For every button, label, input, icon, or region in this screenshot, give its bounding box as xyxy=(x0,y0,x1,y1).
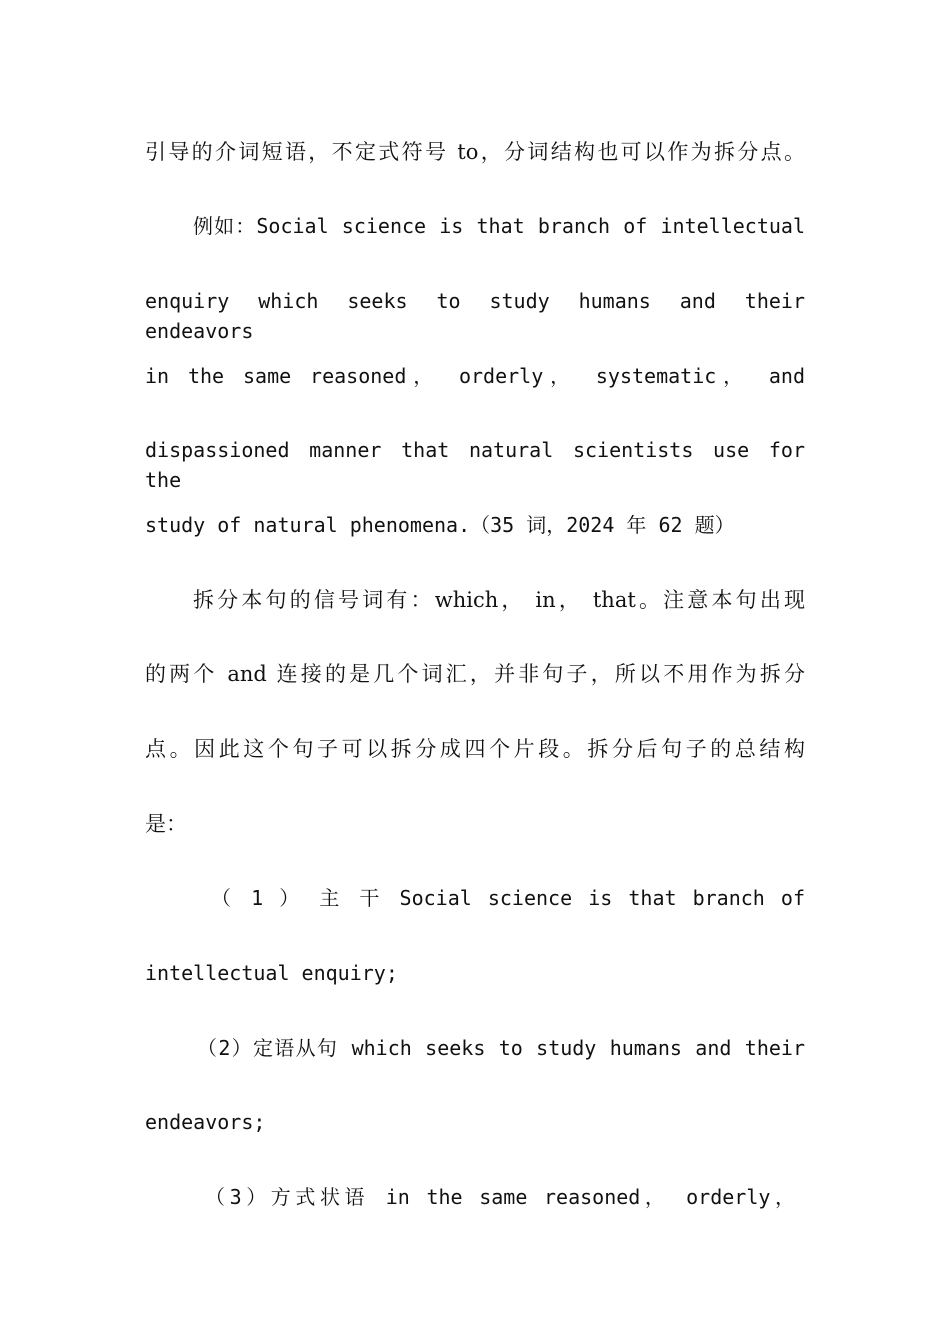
text-line-12: intellectual enquiry; xyxy=(145,961,398,985)
text-line-3: enquiry which seeks to study humans and their endeavors xyxy=(145,289,805,343)
text-line-15: （3）方式状语 in the same reasoned， orderly， xyxy=(205,1185,795,1209)
text-line-4: in the same reasoned， orderly， systematic， and xyxy=(145,364,805,388)
text-line-13: （2）定语从句 which seeks to study humans and their xyxy=(197,1036,805,1060)
text-line-2: 例如：Social science is that branch of intellectual xyxy=(193,214,805,238)
text-line-1: 引导的介词短语，不定式符号 to，分词结构也可以作为拆分点。 xyxy=(145,140,805,164)
text-line-9: 点。因此这个句子可以拆分成四个片段。拆分后句子的总结构 xyxy=(145,737,805,761)
text-line-10: 是： xyxy=(145,812,187,836)
text-line-14: endeavors; xyxy=(145,1110,266,1134)
text-line-5: dispassioned manner that natural scientists use for the xyxy=(145,438,805,492)
text-line-6: study of natural phenomena.（35 词，2024 年 62 题） xyxy=(145,513,735,537)
text-line-7: 拆分本句的信号词有：which， in， that。注意本句出现 xyxy=(193,588,805,612)
text-line-11: （ 1 ） 主 干 Social science is that branch of xyxy=(211,886,805,910)
text-line-8: 的两个 and 连接的是几个词汇，并非句子，所以不用作为拆分 xyxy=(145,662,805,686)
